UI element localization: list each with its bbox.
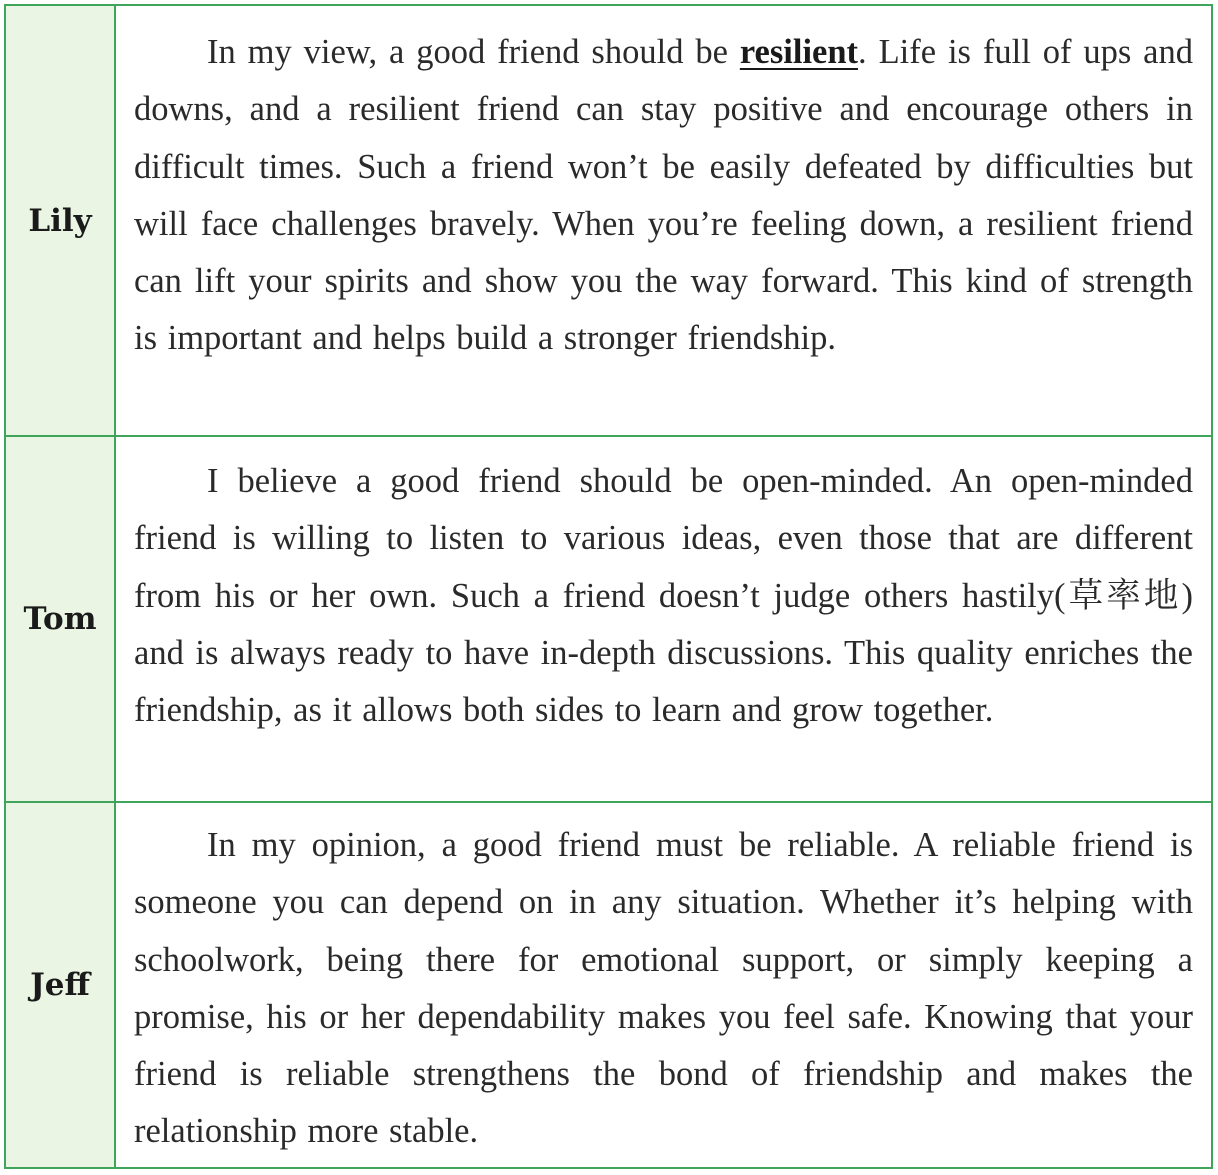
speaker-name-tom: Tom [23,601,97,637]
name-cell [6,803,116,1167]
name-cell [6,6,116,435]
table-row-jeff [6,801,1211,1167]
text-cell [116,6,1211,435]
text-cell [116,437,1211,801]
paragraph-text-start: In my view, a good friend should be [207,33,740,71]
table-row-lily [6,6,1211,435]
highlighted-word: resilient [739,33,859,71]
speaker-name-lily: Lily [28,202,92,239]
text-cell [116,803,1211,1167]
opinion-paragraph-lily [134,24,1193,368]
opinions-table [4,4,1213,1169]
opinion-paragraph-jeff: In my opinion, a good friend must be reliable. A reliable friend is someone you can depend on in any situation. Whether it’s helping with schoolwork, being there for emotional support, or simply keeping a promise, his or her dependability makes you feel safe. Knowing that your friend is reliable strengthens the bond of friendship and makes the relationship more stable. [134,826,1193,1151]
table-row-tom [6,435,1211,801]
speaker-name-jeff: Jeff [30,967,90,1003]
paragraph-text-end: . Life is full of ups and downs, and a resilient friend can stay positive and encourage others in difficult times. Such a friend won’t be easily defeated by difficulties but will face challenges bravely. When you’re feeling down, a resilient friend can lift your spirits and show you the way forward. This kind of strength is important and helps build a stronger friendship. [134,33,1193,358]
opinion-paragraph-tom: I believe a good friend should be open-minded. An open-minded friend is willing to listen to various ideas, even those that are different from his or her own. Such a friend doesn’t judge others hastily(草率地) and is always ready to have in-depth discussions. This quality enriches the friendship, as it allows both sides to learn and grow together. [134,462,1193,730]
name-cell [6,437,116,801]
